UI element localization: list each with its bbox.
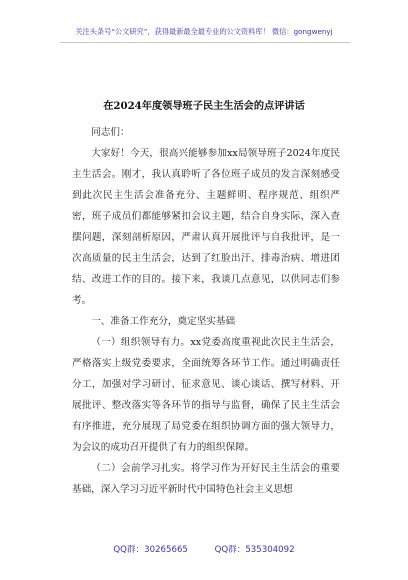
- sub-paragraph-2: （二）会前学习扎实。将学习作为开好民主生活会的重要基础，深入学习习近平新时代中国特色社会主义思想: [72, 463, 340, 495]
- salutation: 同志们：: [91, 127, 130, 138]
- section-heading: 一、准备工作充分，奠定坚实基础: [91, 316, 236, 327]
- header-banner: 关注头条号“公文研究”，获得最新最全最专业的公文资料库！ 微信：gongwenyj: [75, 27, 333, 36]
- document-title: 在2024年度领导班子民主生活会的点评讲话: [103, 100, 305, 112]
- header-divider: [60, 42, 350, 43]
- footer-contacts: [0, 543, 408, 555]
- sub-paragraph-1: （一）组织领导有力。xx党委高度重视此次民主生活会，严格落实上级党委要求，全面统筹各环节工作。通过明确责任分工，加强对学习研讨、征求意见、谈心谈话、撰写材料、开展批评、整改落实等各环节的指导与监督，确保了民主生活会有序推进，充分展现了局党委在组织协调方面的强大领导力，为会议的成功召开提供了有力的组织保障。: [72, 337, 340, 453]
- document-body: [72, 122, 340, 500]
- footer-qq-group-2: QQ群：535304092: [214, 545, 295, 555]
- intro-paragraph: 大家好！今天，很高兴能够参加xx局领导班子2024年度民主生活会。刚才，我认真聆听了各位班子成员的发言深刻感受到此次民主生活会准备充分、主题鲜明、程序规范、组织严密，班子成员们都能够紧扣会议主题，结合自身实际，深入查摆问题，深刻剖析原因，严肃认真开展批评与自我批评，是一次高质量的民主生活会，达到了红脸出汗、排毒治病、增进团结、改进工作的目的。接下来，我谈几点意见，以供同志们参考。: [72, 148, 340, 306]
- footer-qq-group-1: QQ群：30265665: [113, 545, 188, 555]
